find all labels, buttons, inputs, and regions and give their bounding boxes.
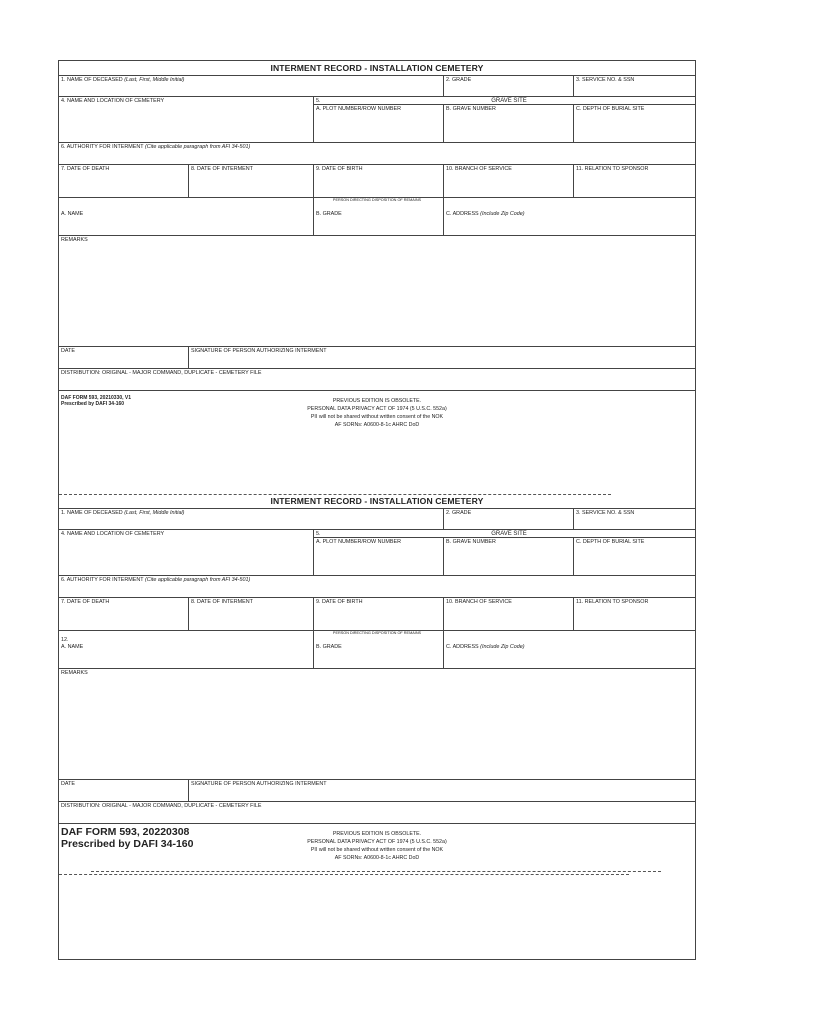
label-plot: A. PLOT NUMBER/ROW NUMBER <box>316 106 401 112</box>
field-service-no[interactable] <box>574 509 695 529</box>
grave-site-group <box>314 97 695 142</box>
label-distribution: DISTRIBUTION: ORIGINAL - MAJOR COMMAND, DUPLICATE - CEMETERY FILE <box>61 803 262 809</box>
form-prescribed: Prescribed by DAFI 34-160 <box>61 838 194 850</box>
form-id: DAF FORM 593, 20220308 <box>61 826 190 838</box>
field-date-interment[interactable] <box>189 165 314 197</box>
label-person-directing: PERSON DIRECTING DISPOSITION OF REMAINS <box>332 631 422 635</box>
label-date-death: 7. DATE OF DEATH <box>61 166 110 172</box>
field-date-death[interactable] <box>59 165 189 197</box>
field-signature[interactable] <box>189 347 695 368</box>
label-name-deceased: 1. NAME OF DECEASED <box>61 510 123 516</box>
label-grade: 2. GRADE <box>446 510 472 516</box>
label-item5: 5. <box>316 531 321 537</box>
field-branch[interactable] <box>444 598 574 630</box>
row-cemetery <box>59 530 695 576</box>
label-grave-number: B. GRAVE NUMBER <box>446 106 496 112</box>
notice-line-3: PII will not be shared without written consent of the NOK <box>310 847 444 853</box>
label-date-interment: 8. DATE OF INTERMENT <box>191 599 253 605</box>
field-directing-grade[interactable] <box>314 198 444 235</box>
field-cemetery[interactable] <box>59 530 314 575</box>
label-grave-site: GRAVE SITE <box>491 98 527 104</box>
row-person-directing <box>59 631 695 669</box>
label-grave-number: B. GRAVE NUMBER <box>446 539 496 545</box>
field-directing-name[interactable] <box>59 198 314 235</box>
label-date: DATE <box>61 781 75 787</box>
label-cemetery: 4. NAME AND LOCATION OF CEMETERY <box>61 531 165 537</box>
row-remarks <box>59 236 695 347</box>
hint-name-deceased: (Last, First, Middle Initial) <box>124 510 185 516</box>
notice-line-1: PREVIOUS EDITION IS OBSOLETE. <box>332 831 422 837</box>
form-id: DAF FORM 593, 20210330, V1 <box>61 395 132 401</box>
label-cemetery: 4. NAME AND LOCATION OF CEMETERY <box>61 98 165 104</box>
field-relation[interactable] <box>574 598 695 630</box>
row-signature <box>59 347 695 369</box>
form-prescribed: Prescribed by DAFI 34-160 <box>61 401 125 407</box>
row-dates <box>59 598 695 631</box>
distribution-note <box>59 802 695 823</box>
field-authority[interactable] <box>59 143 695 164</box>
field-directing-address[interactable] <box>444 198 695 235</box>
field-relation[interactable] <box>574 165 695 197</box>
label-date-birth: 9. DATE OF BIRTH <box>316 166 363 172</box>
form-copy-original <box>59 61 695 461</box>
grave-site-fields <box>314 104 695 142</box>
label-name-deceased: 1. NAME OF DECEASED <box>61 77 123 83</box>
label-directing-address: C. ADDRESS <box>446 211 479 217</box>
notice-line-2: PERSONAL DATA PRIVACY ACT OF 1974 (5 U.S.C. 552a) <box>307 839 447 845</box>
privacy-notice <box>59 397 695 429</box>
label-date: DATE <box>61 348 75 354</box>
field-directing-grade[interactable] <box>314 631 444 668</box>
notice-line-3: PII will not be shared without written consent of the NOK <box>310 414 444 420</box>
row-distribution <box>59 369 695 391</box>
hint-authority: (Cite applicable paragraph from AFI 34-501) <box>144 577 251 583</box>
form-copy-duplicate <box>59 494 695 894</box>
label-authority: 6. AUTHORITY FOR INTERMENT <box>61 144 144 150</box>
label-authority: 6. AUTHORITY FOR INTERMENT <box>61 577 144 583</box>
label-grade: 2. GRADE <box>446 77 472 83</box>
label-person-directing: PERSON DIRECTING DISPOSITION OF REMAINS <box>332 198 422 202</box>
cut-line <box>91 871 661 872</box>
notice-line-4: AF SORNs: A0600-8-1c AHRC DoD <box>334 422 420 428</box>
grave-site-header <box>314 97 695 104</box>
row-distribution <box>59 802 695 824</box>
label-directing-name: A. NAME <box>61 644 84 650</box>
notice-line-1: PREVIOUS EDITION IS OBSOLETE. <box>332 398 422 404</box>
row-remarks <box>59 669 695 780</box>
row-authority <box>59 576 695 598</box>
label-directing-address: C. ADDRESS <box>446 644 479 650</box>
field-grade[interactable] <box>444 509 574 529</box>
label-service-no: 3. SERVICE NO. & SSN <box>576 77 635 83</box>
hint-name-deceased: (Last, First, Middle Initial) <box>124 77 185 83</box>
label-relation: 11. RELATION TO SPONSOR <box>576 166 649 172</box>
notice-line-2: PERSONAL DATA PRIVACY ACT OF 1974 (5 U.S.C. 552a) <box>307 406 447 412</box>
label-grave-site: GRAVE SITE <box>491 531 527 537</box>
label-plot: A. PLOT NUMBER/ROW NUMBER <box>316 539 401 545</box>
label-relation: 11. RELATION TO SPONSOR <box>576 599 649 605</box>
row-cemetery <box>59 97 695 143</box>
label-remarks: REMARKS <box>61 670 88 676</box>
field-plot[interactable] <box>314 105 444 142</box>
label-signature: SIGNATURE OF PERSON AUTHORIZING INTERMENT <box>191 348 327 354</box>
field-grave-number[interactable] <box>444 538 574 575</box>
grave-site-fields <box>314 537 695 575</box>
distribution-note <box>59 369 695 390</box>
label-directing-grade: B. GRADE <box>316 644 342 650</box>
hint-directing-address: (Include Zip Code) <box>480 211 525 217</box>
grave-site-header <box>314 530 695 537</box>
label-date-interment: 8. DATE OF INTERMENT <box>191 166 253 172</box>
field-grade[interactable] <box>444 76 574 96</box>
form-title: INTERMENT RECORD - INSTALLATION CEMETERY <box>59 494 695 509</box>
label-item5: 5. <box>316 98 321 104</box>
notice-line-4: AF SORNs: A0600-8-1c AHRC DoD <box>334 855 420 861</box>
field-authority[interactable] <box>59 576 695 597</box>
field-date-birth[interactable] <box>314 165 444 197</box>
label-date-death: 7. DATE OF DEATH <box>61 599 110 605</box>
label-item12: 12. <box>61 637 69 643</box>
row-signature <box>59 780 695 802</box>
row-deceased <box>59 509 695 530</box>
row-authority <box>59 143 695 165</box>
field-depth[interactable] <box>574 538 695 575</box>
field-date[interactable] <box>59 347 189 368</box>
grave-site-group <box>314 530 695 575</box>
privacy-notice <box>59 830 695 862</box>
row-person-directing <box>59 198 695 236</box>
label-signature: SIGNATURE OF PERSON AUTHORIZING INTERMENT <box>191 781 327 787</box>
field-directing-address[interactable] <box>444 631 695 668</box>
field-name-deceased[interactable] <box>59 509 444 529</box>
field-date-birth[interactable] <box>314 598 444 630</box>
label-remarks: REMARKS <box>61 237 88 243</box>
field-date[interactable] <box>59 780 189 801</box>
field-remarks[interactable] <box>59 669 695 779</box>
field-plot[interactable] <box>314 538 444 575</box>
field-grave-number[interactable] <box>444 105 574 142</box>
hint-authority: (Cite applicable paragraph from AFI 34-501) <box>144 144 251 150</box>
label-directing-name: A. NAME <box>61 211 84 217</box>
label-date-birth: 9. DATE OF BIRTH <box>316 599 363 605</box>
field-date-interment[interactable] <box>189 598 314 630</box>
row-dates <box>59 165 695 198</box>
field-signature[interactable] <box>189 780 695 801</box>
grave-site-spacer <box>574 97 695 104</box>
form-title: INTERMENT RECORD - INSTALLATION CEMETERY <box>59 61 695 76</box>
field-service-no[interactable] <box>574 76 695 96</box>
field-branch[interactable] <box>444 165 574 197</box>
field-name-deceased[interactable] <box>59 76 444 96</box>
hint-directing-address: (Include Zip Code) <box>480 644 525 650</box>
grave-site-spacer <box>574 530 695 537</box>
label-branch: 10. BRANCH OF SERVICE <box>446 599 512 605</box>
form-footer <box>59 391 695 461</box>
field-remarks[interactable] <box>59 236 695 346</box>
label-branch: 10. BRANCH OF SERVICE <box>446 166 512 172</box>
field-cemetery[interactable] <box>59 97 314 142</box>
interment-record-form <box>58 60 696 960</box>
label-directing-grade: B. GRADE <box>316 211 342 217</box>
field-date-death[interactable] <box>59 598 189 630</box>
field-directing-name[interactable] <box>59 631 314 668</box>
label-distribution: DISTRIBUTION: ORIGINAL - MAJOR COMMAND, DUPLICATE - CEMETERY FILE <box>61 370 262 376</box>
row-deceased <box>59 76 695 97</box>
cut-line <box>59 874 629 875</box>
form-footer <box>59 824 695 894</box>
label-depth: C. DEPTH OF BURIAL SITE <box>576 106 645 112</box>
label-service-no: 3. SERVICE NO. & SSN <box>576 510 635 516</box>
field-depth[interactable] <box>574 105 695 142</box>
label-depth: C. DEPTH OF BURIAL SITE <box>576 539 645 545</box>
